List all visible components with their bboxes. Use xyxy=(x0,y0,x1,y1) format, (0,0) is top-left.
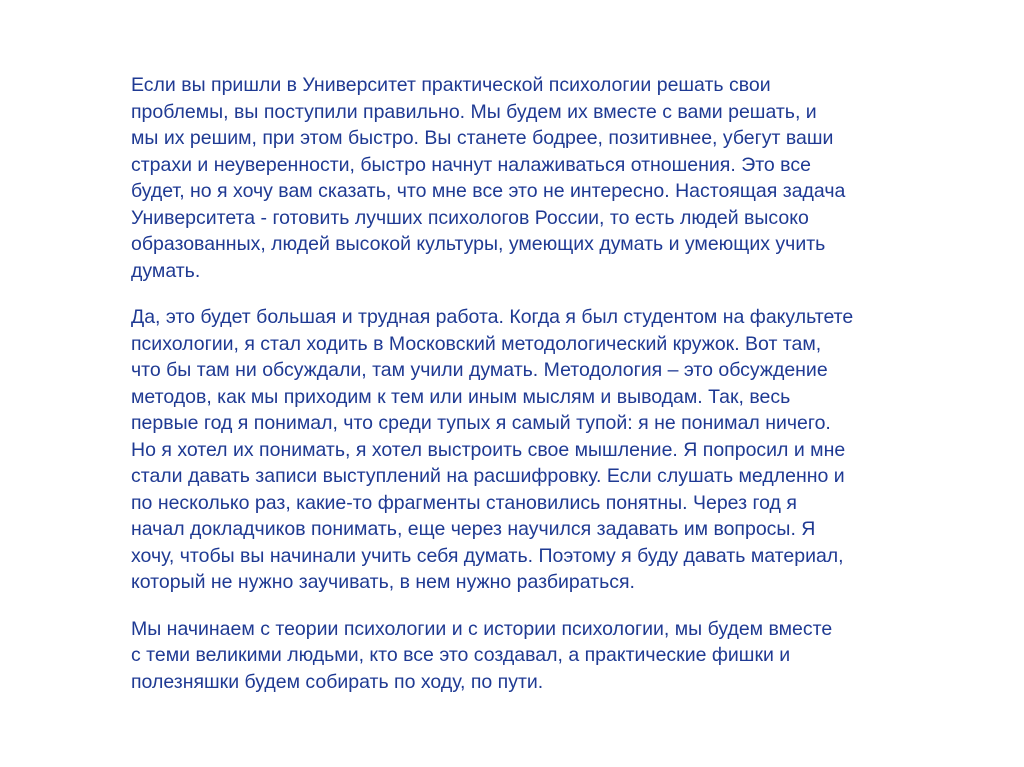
paragraph-methodology: Да, это будет большая и трудная работа. Когда я был студентом на факультете психологии, я стал ходить в Московский методологический кружок. Вот там, что бы там ни обсуждали, там учили думать. Методология – это обсуждение методов, как мы приходим к тем или иным мыслям и выводам. Так, весь первые год я понимал, что среди тупых я самый тупой: я не понимал ничего. Но я хотел их понимать, я хотел выстроить свое мышление. Я попросил и мне стали давать записи выступлений на расшифровку. Если слушать медленно и по несколько раз, какие-то фрагменты становились понятны. Через год я начал докладчиков понимать, еще через научился задавать им вопросы. Я хочу, чтобы вы начинали учить себя думать. Поэтому я буду давать материал, который не нужно заучивать, в нем нужно разбираться. xyxy=(131,306,854,593)
paragraph-plan: Мы начинаем с теории психологии и с истории психологии, мы будем вместе с теми великими людьми, кто все это создавал, а практические фишки и полезняшки будем собирать по ходу, по пути. xyxy=(131,617,833,693)
paragraph-intro: Если вы пришли в Университет практической психологии решать свои проблемы, вы поступили правильно. Мы будем их вместе с вами решать, и мы их решим, при этом быстро. Вы станете бодрее, позитивнее, убегут ваши страхи и неуверенности, быстро начнут налаживаться отношения. Это все будет, но я хочу вам сказать, что мне все это не интересно. Настоящая задача Университета - готовить лучших психологов России, то есть людей высоко образованных, людей высокой культуры, умеющих думать и умеющих учить думать. xyxy=(131,74,846,282)
slide-text-body xyxy=(131,72,891,715)
